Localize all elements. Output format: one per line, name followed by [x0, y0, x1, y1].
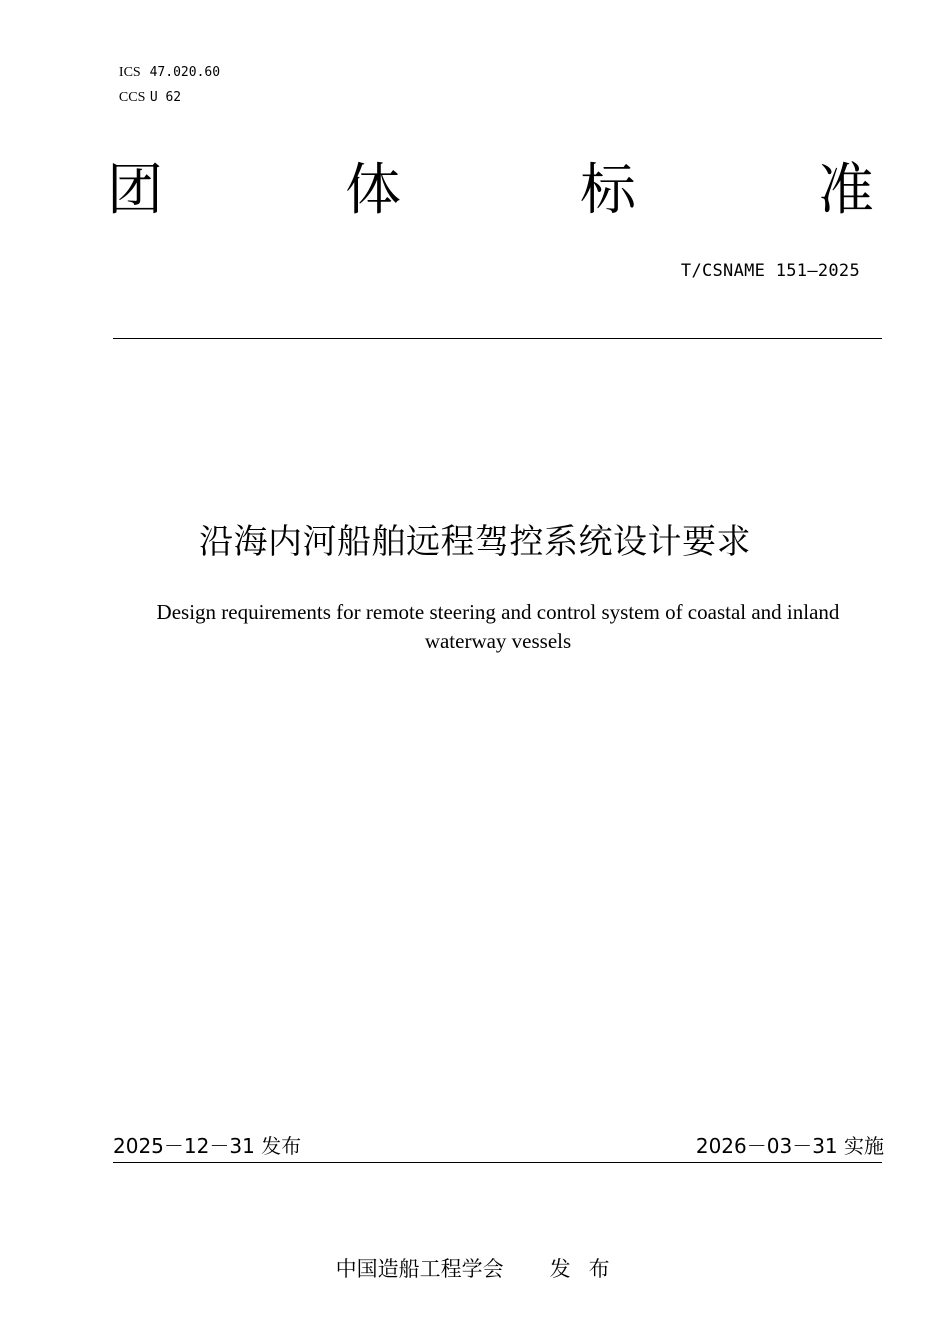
ics-label: ICS: [118, 65, 141, 80]
ccs-label: CCS: [118, 90, 146, 105]
bottom-divider: [113, 1162, 882, 1163]
publish-label: 发布: [549, 1257, 628, 1281]
ccs-code: [110, 73, 181, 106]
ics-value: 47.020.60: [149, 65, 221, 80]
title-english: Design requirements for remote steering and control system of coastal and inland waterway vessels: [156, 600, 840, 653]
issue-date: 2025－12－31 发布: [113, 1134, 302, 1158]
header-char-zhun: 准: [818, 158, 874, 223]
top-divider: [113, 338, 882, 339]
implementation-date: 2026－03－31 实施: [695, 1134, 884, 1158]
header-char-tuan: 团: [107, 158, 163, 223]
header-char-biao: 标: [580, 158, 636, 223]
publisher-line: [0, 1227, 950, 1283]
publisher-name: 中国造船工程学会: [335, 1257, 504, 1281]
title-chinese: 沿海内河船舶远程驾控系统设计要求: [199, 522, 751, 562]
ccs-value: U 62: [149, 90, 182, 105]
standard-number: T/CSNAME 151—2025: [680, 261, 860, 281]
header-char-ti: 体: [345, 158, 401, 223]
